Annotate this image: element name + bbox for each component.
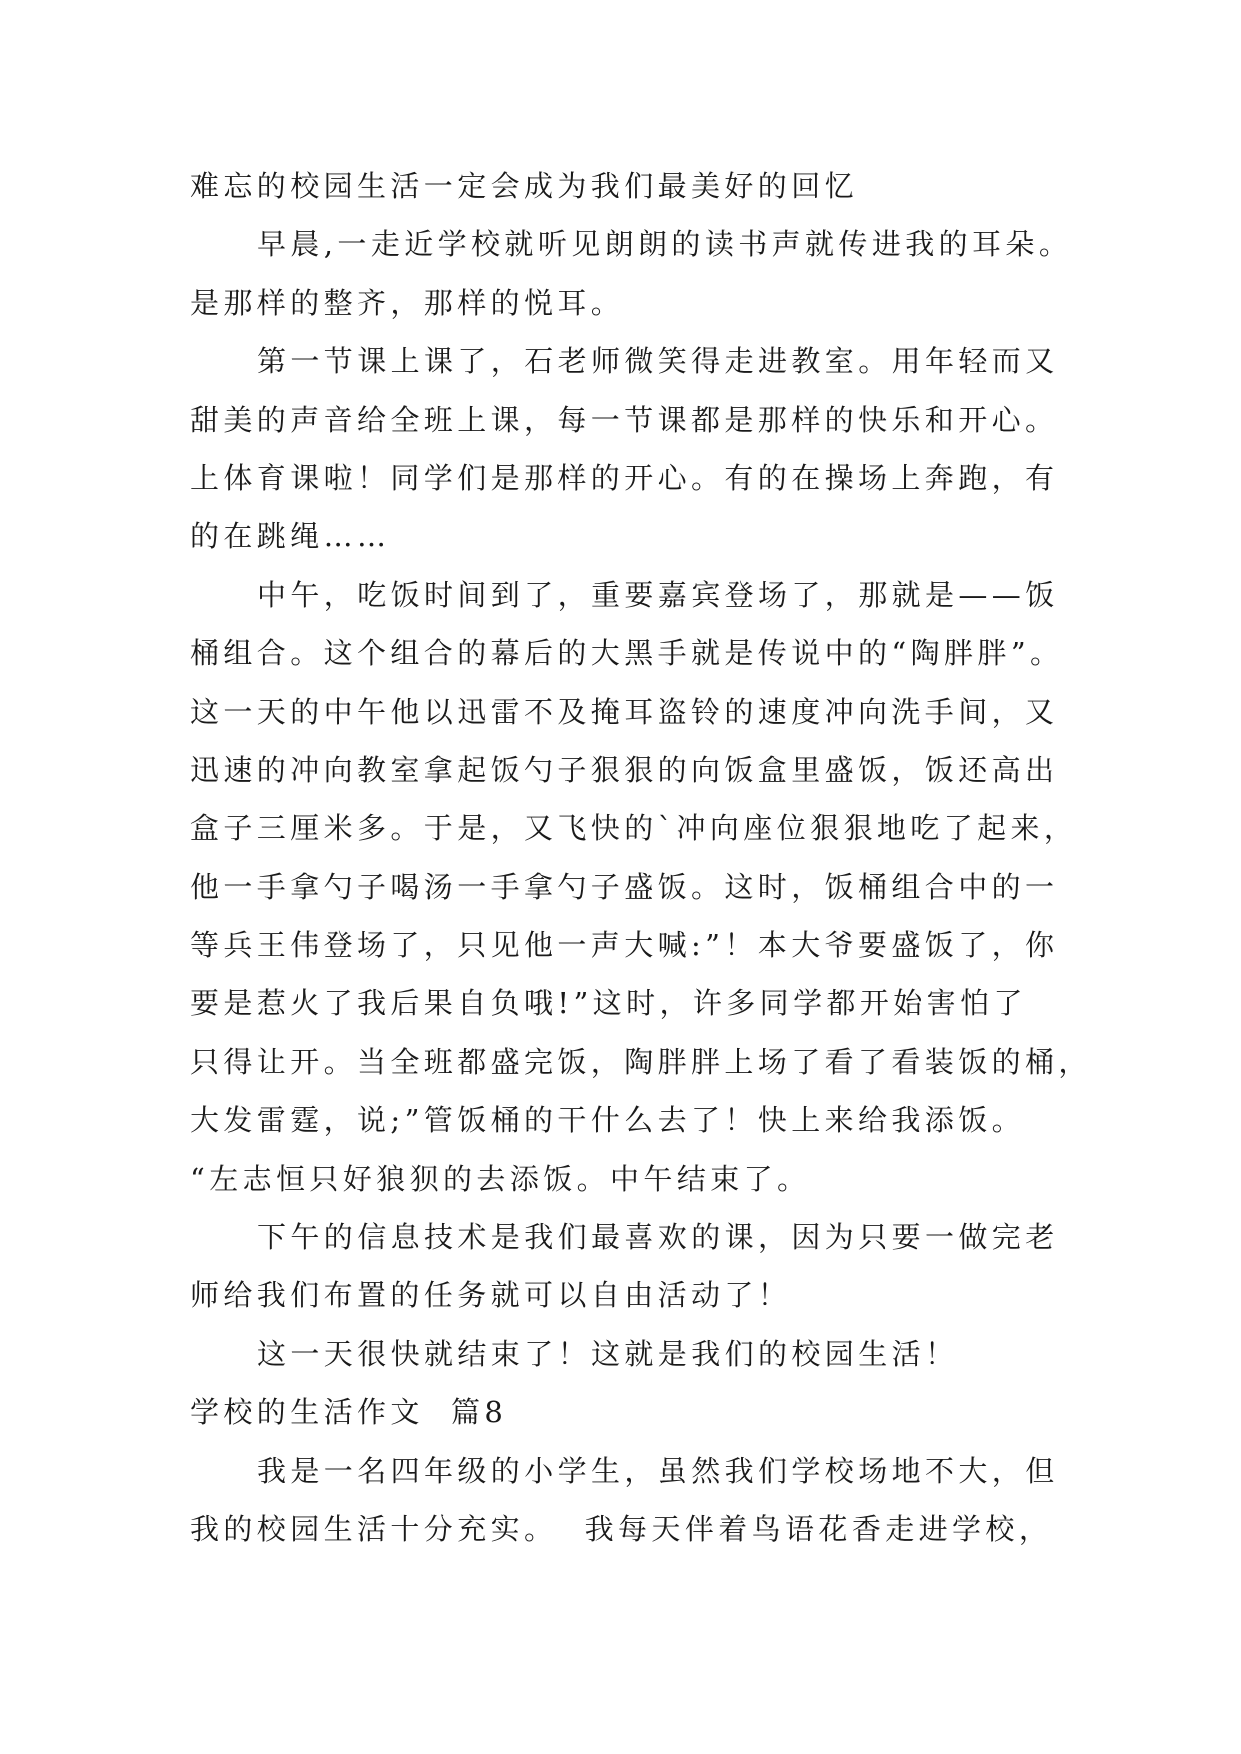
paragraph-line: 这一天的中午他以迅雷不及掩耳盗铃的速度冲向洗手间，又	[190, 694, 1059, 729]
paragraph-line: 中午，吃饭时间到了，重要嘉宾登场了，那就是——饭	[257, 577, 1059, 612]
paragraph-line: 盒子三厘米多。于是，又飞快的`冲向座位狠狠地吃了起来，	[190, 811, 1078, 846]
lead-line: 难忘的校园生活一定会成为我们最美好的回忆	[190, 169, 859, 203]
paragraph-section-intro	[190, 1442, 1090, 1559]
paragraph-line: 要是惹火了我后果自负哦!”这时，许多同学都开始害怕了	[190, 986, 1027, 1021]
paragraph-morning	[190, 215, 1090, 332]
paragraph-line: 甜美的声音给全班上课，每一节课都是那样的快乐和开心。	[190, 402, 1059, 437]
paragraph-line: 他一手拿勺子喝汤一手拿勺子盛饭。这时，饭桶组合中的一	[190, 869, 1059, 904]
paragraph-line: 下午的信息技术是我们最喜欢的课，因为只要一做完老	[257, 1220, 1059, 1255]
paragraph-line: 我是一名四年级的小学生，虽然我们学校场地不大，但	[257, 1453, 1059, 1488]
paragraph-noon	[190, 566, 1090, 1208]
paragraph-line: 是那样的整齐，那样的悦耳。	[190, 285, 625, 320]
paragraph-line: 师给我们布置的任务就可以自由活动了！	[190, 1278, 792, 1313]
paragraph-end-of-day	[190, 1325, 1090, 1383]
paragraph-line: 早晨,一走近学校就听见朗朗的读书声就传进我的耳朵。	[257, 227, 1073, 262]
paragraph-first-class	[190, 332, 1090, 566]
paragraph-line: 桶组合。这个组合的幕后的大黑手就是传说中的“陶胖胖”。	[190, 636, 1064, 671]
paragraph-line: 大发雷霆，说;”管饭桶的干什么去了！快上来给我添饭。	[190, 1103, 1025, 1138]
paragraph-line: 第一节课上课了，石老师微笑得走进教室。用年轻而又	[257, 344, 1059, 379]
paragraph-line: 上体育课啦！同学们是那样的开心。有的在操场上奔跑，有	[190, 460, 1059, 495]
paragraph-line: 的在跳绳……	[190, 519, 391, 554]
paragraph-line: 只得让开。当全班都盛完饭，陶胖胖上场了看了看装饭的桶，	[190, 1044, 1092, 1079]
paragraph-afternoon	[190, 1208, 1090, 1325]
paragraph-line: 迅速的冲向教室拿起饭勺子狠狠的向饭盒里盛饭，饭还高出	[190, 752, 1059, 787]
section-heading: 学校的生活作文 篇8	[190, 1395, 508, 1430]
document-body	[190, 157, 1090, 1558]
paragraph-line: 我的校园生活十分充实。 我每天伴着鸟语花香走进学校，	[190, 1511, 1053, 1546]
paragraph-line: 这一天很快就结束了！这就是我们的校园生活！	[257, 1336, 959, 1371]
paragraph-line: 等兵王伟登场了，只见他一声大喊:”！本大爷要盛饭了，你	[190, 928, 1059, 963]
paragraph-line: “左志恒只好狼狈的去添饭。中午结束了。	[190, 1161, 811, 1196]
